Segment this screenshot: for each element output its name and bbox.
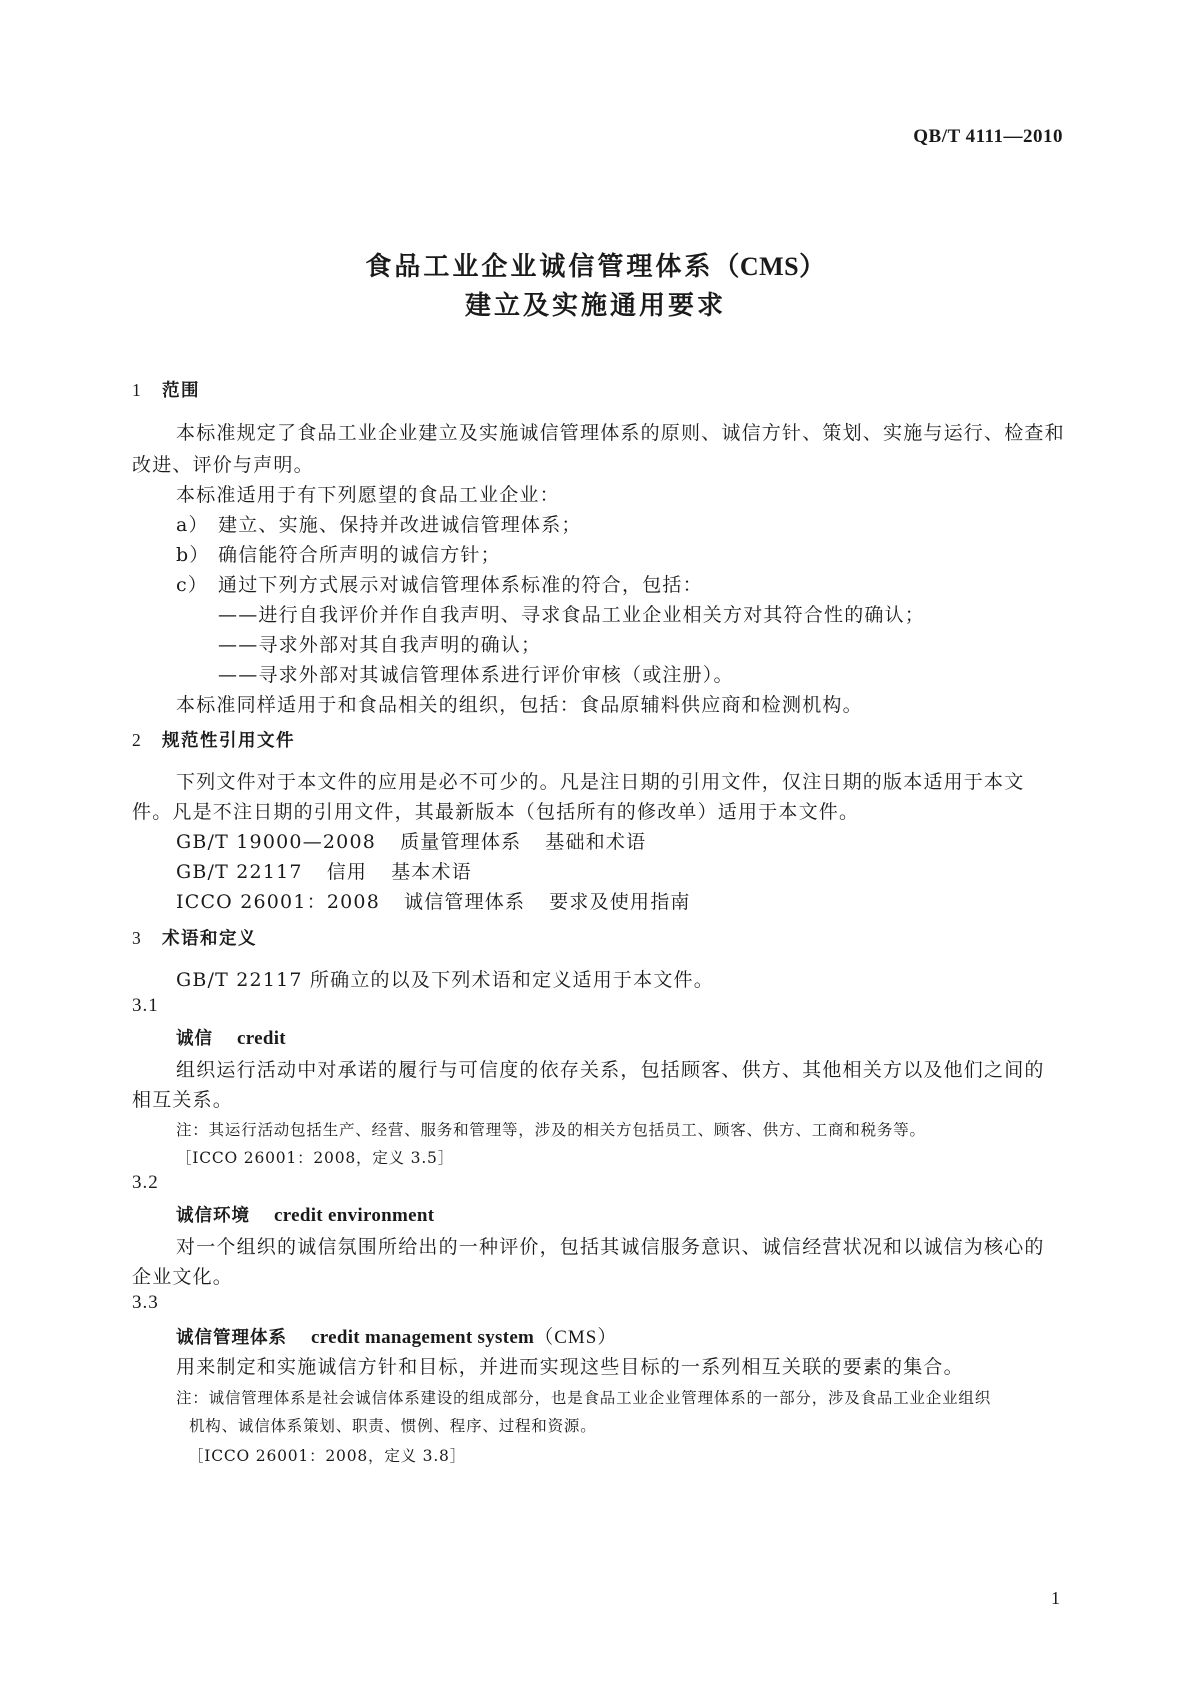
term-abbrev: （CMS） — [534, 1327, 618, 1348]
term-en: credit — [237, 1028, 286, 1049]
dash-item: ——进行自我评价并作自我声明、寻求食品工业企业相关方对其符合性的确认； — [218, 604, 926, 626]
paragraph-line: 下列文件对于本文件的应用是必不可少的。凡是注日期的引用文件，仅注日期的版本适用于本文 — [176, 771, 1025, 793]
section-number: 2 — [132, 730, 143, 750]
source-citation: ［ICCO 26001：2008，定义 3.5］ — [176, 1149, 455, 1167]
list-item — [176, 570, 703, 597]
reference-item — [176, 887, 691, 914]
list-item — [176, 510, 582, 537]
section-heading-terms-and-definitions — [132, 925, 257, 950]
reference-code: ICCO 26001：2008 — [176, 891, 380, 913]
paragraph-line: 本标准规定了食品工业企业建立及实施诚信管理体系的原则、诚信方针、策划、实施与运行、检查和 — [176, 422, 1065, 444]
reference-code: GB/T 22117 — [176, 861, 303, 883]
reference-item — [176, 827, 646, 854]
paragraph: GB/T 22117 所确立的以及下列术语和定义适用于本文件。 — [176, 969, 714, 991]
paragraph: 本标准同样适用于和食品相关的组织，包括：食品原辅料供应商和检测机构。 — [176, 694, 863, 716]
note: 注：其运行活动包括生产、经营、服务和管理等，涉及的相关方包括员工、顾客、供方、工商和税务等。 — [176, 1121, 926, 1139]
paragraph-line: 件。凡是不注日期的引用文件，其最新版本（包括所有的修改单）适用于本文件。 — [132, 801, 860, 823]
reference-title: 信用 — [326, 861, 368, 883]
reference-subtitle: 基本术语 — [391, 861, 472, 883]
term-entry — [176, 1202, 434, 1227]
list-marker: a） — [176, 514, 209, 536]
term-en: credit environment — [274, 1205, 435, 1226]
reference-title: 质量管理体系 — [400, 831, 522, 853]
page-number: 1 — [1051, 1588, 1060, 1608]
section-number: 3 — [132, 928, 143, 948]
list-item-text: 建立、实施、保持并改进诚信管理体系； — [218, 514, 582, 536]
dash-item: ——寻求外部对其诚信管理体系进行评价审核（或注册）。 — [218, 664, 734, 686]
term-number: 3.1 — [132, 995, 159, 1016]
term-number: 3.2 — [132, 1172, 159, 1193]
definition-line: 对一个组织的诚信氛围所给出的一种评价，包括其诚信服务意识、诚信经营状况和以诚信为核心的 — [176, 1236, 1045, 1258]
term-en: credit management system — [311, 1327, 535, 1348]
section-title: 范围 — [162, 381, 200, 401]
reference-title: 诚信管理体系 — [404, 891, 526, 913]
section-heading-scope — [132, 377, 200, 402]
list-item — [176, 540, 501, 567]
section-title: 规范性引用文件 — [162, 731, 295, 751]
term-zh: 诚信管理体系 — [176, 1328, 287, 1348]
reference-subtitle: 基础和术语 — [545, 831, 647, 853]
source-citation: ［ICCO 26001：2008，定义 3.8］ — [188, 1447, 467, 1465]
list-item-text: 通过下列方式展示对诚信管理体系标准的符合，包括： — [218, 574, 703, 596]
section-number: 1 — [132, 380, 143, 400]
definition-line: 相互关系。 — [132, 1089, 234, 1111]
list-marker: b） — [176, 544, 210, 566]
dash-item: ——寻求外部对其自我声明的确认； — [218, 634, 542, 656]
term-zh: 诚信环境 — [176, 1206, 250, 1226]
document-title-line1 — [0, 246, 1191, 283]
paragraph-line: 改进、评价与声明。 — [132, 454, 314, 476]
list-marker: c） — [176, 574, 209, 596]
section-heading-normative-references — [132, 727, 295, 752]
standard-code: QB/T 4111—2010 — [913, 126, 1063, 147]
title-main: 食品工业企业诚信管理体系 — [365, 252, 714, 282]
term-entry — [176, 1322, 617, 1349]
section-title: 术语和定义 — [162, 929, 257, 949]
note-line: 机构、诚信体系策划、职责、惯例、程序、过程和资源。 — [189, 1417, 597, 1435]
title-abbrev: （CMS） — [713, 252, 826, 281]
definition-line: 用来制定和实施诚信方针和目标，并进而实现这些目标的一系列相互关联的要素的集合。 — [176, 1356, 964, 1378]
reference-subtitle: 要求及使用指南 — [549, 891, 691, 913]
term-entry — [176, 1025, 286, 1050]
paragraph: 本标准适用于有下列愿望的食品工业企业： — [176, 484, 560, 506]
reference-item — [176, 857, 472, 884]
definition-line: 组织运行活动中对承诺的履行与可信度的依存关系，包括顾客、供方、其他相关方以及他们之间的 — [176, 1059, 1045, 1081]
term-number: 3.3 — [132, 1292, 159, 1313]
document-title-line2: 建立及实施通用要求 — [464, 291, 726, 321]
definition-line: 企业文化。 — [132, 1266, 234, 1288]
reference-code: GB/T 19000—2008 — [176, 831, 377, 853]
list-item-text: 确信能符合所声明的诚信方针； — [218, 544, 501, 566]
term-zh: 诚信 — [176, 1029, 213, 1049]
note-line: 注：诚信管理体系是社会诚信体系建设的组成部分，也是食品工业企业管理体系的一部分，涉及食品工业企业组织 — [176, 1389, 992, 1407]
